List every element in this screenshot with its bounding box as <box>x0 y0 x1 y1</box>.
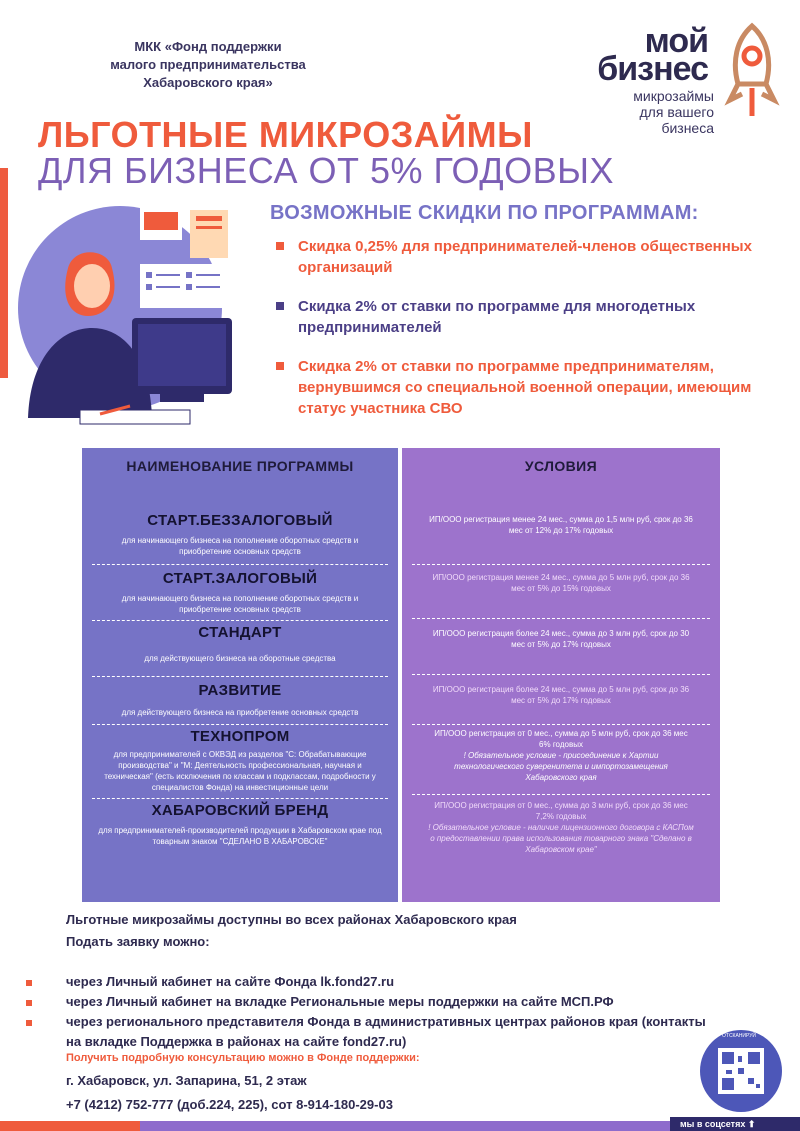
channel-item <box>22 992 712 1012</box>
title-line-2: ДЛЯ БИЗНЕСА ОТ 5% ГОДОВЫХ <box>38 150 614 191</box>
square-bullet-icon <box>26 1000 32 1006</box>
row-separator <box>412 674 710 675</box>
consultation-heading: Получить подробную консультацию можно в Фонде поддержки: <box>66 1052 420 1064</box>
application-info <box>66 910 686 952</box>
program-row <box>82 512 398 557</box>
logo-word-2: бизнес <box>597 50 708 88</box>
conditions-column-header: УСЛОВИЯ <box>524 458 598 474</box>
square-bullet-icon <box>26 1020 32 1026</box>
channel-text: через Личный кабинет на сайте Фонда lk.fond27.ru <box>66 974 395 989</box>
discount-item <box>276 236 786 278</box>
row-separator <box>412 564 710 565</box>
condition-text: ИП/ООО регистрация более 24 мес., сумма до 5 млн руб, срок до 36 мес от 5% до 17% годовых <box>432 685 690 705</box>
org-line-1: МКК «Фонд поддержки <box>134 39 282 54</box>
program-row <box>82 682 398 718</box>
program-row <box>82 624 398 664</box>
discount-text: Скидка 2% от ставки по программе для многодетных предпринимателей <box>298 298 696 336</box>
logo-sub-line-2: для вашего бизнеса <box>639 104 714 136</box>
row-separator <box>92 676 388 677</box>
rocket-icon <box>724 22 780 120</box>
condition-note: ! Обязательное условие - наличие лицензионного договора с КАСПом о предоставлении права использования товарного знака "Сделано в Хабаровском крае" <box>428 823 694 854</box>
condition-cell <box>402 684 720 706</box>
discounts-list <box>276 236 786 437</box>
footer-strip <box>0 1117 800 1131</box>
row-separator <box>412 724 710 725</box>
discount-text: Скидка 2% от ставки по программе предпринимателям, вернувшимся со специальной военной операции, имеющим статус участника СВО <box>298 358 752 417</box>
apply-heading: Подать заявку можно: <box>66 934 210 949</box>
program-description: для предпринимателей с ОКВЭД из разделов "С: Обрабатывающие производства" и "М: Деятельность профессиональная, научная и техническая" (есть исключения по классам и подклассам, подробности у специалистов Фонда) на инвестиционные цели <box>104 750 376 792</box>
condition-cell <box>402 728 720 783</box>
moy-biznes-logo <box>590 22 780 136</box>
title-line-1: ЛЬГОТНЫЕ МИКРОЗАЙМЫ <box>38 114 533 155</box>
program-description: для начинающего бизнеса на пополнение оборотных средств и приобретение основных средств <box>121 536 359 556</box>
org-line-3: Хабаровского края» <box>143 75 273 90</box>
condition-text: ИП/ООО регистрация менее 24 мес., сумма до 1,5 млн руб, срок до 36 мес от 12% до 17% годовых <box>429 515 693 535</box>
square-bullet-icon <box>276 362 284 370</box>
program-name: РАЗВИТИЕ <box>198 682 282 699</box>
program-name: СТАНДАРТ <box>198 624 282 641</box>
condition-text: ИП/ООО регистрация от 0 мес., сумма до 3 млн руб, срок до 36 мес 7,2% годовых <box>434 801 688 821</box>
logo-word-1: мой <box>644 22 708 60</box>
row-separator <box>92 724 388 725</box>
channel-text: через Личный кабинет на вкладке Региональные меры поддержки на сайте МСП.РФ <box>66 994 614 1009</box>
program-row <box>82 802 398 847</box>
phone-numbers: +7 (4212) 752-777 (доб.224, 225), сот 8-914-180-29-03 <box>66 1097 393 1112</box>
row-separator <box>92 620 388 621</box>
condition-cell <box>402 514 720 536</box>
woman-at-computer-illustration <box>10 198 270 438</box>
availability-text: Льготные микрозаймы доступны во всех районах Хабаровского края <box>66 912 517 927</box>
condition-note: ! Обязательное условие - присоединение к Хартии технологического суверенитета и импортозамещения Хабаровского края <box>454 751 668 782</box>
square-bullet-icon <box>276 242 284 250</box>
condition-cell <box>402 572 720 594</box>
programs-column <box>82 448 398 902</box>
logo-subtitle <box>590 88 714 136</box>
program-row <box>82 728 398 793</box>
condition-cell <box>402 800 720 855</box>
left-accent-bar <box>0 168 8 378</box>
application-channels-list <box>22 972 712 1052</box>
row-separator <box>92 564 388 565</box>
program-name: ТЕХНОПРОМ <box>190 728 290 745</box>
condition-text: ИП/ООО регистрация от 0 мес., сумма до 5 млн руб, срок до 36 мес 6% годовых <box>434 729 688 749</box>
social-text: мы в соцсетях <box>680 1119 746 1129</box>
program-name: ХАБАРОВСКИЙ БРЕНД <box>151 802 329 819</box>
condition-cell <box>402 628 720 650</box>
row-separator <box>412 794 710 795</box>
row-separator <box>412 618 710 619</box>
arrow-up-icon: ⬆ <box>747 1119 756 1129</box>
program-row <box>82 570 398 615</box>
program-name: СТАРТ.ЗАЛОГОВЫЙ <box>162 570 318 587</box>
program-description: для действующего бизнеса на оборотные средства <box>144 654 336 663</box>
program-description: для действующего бизнеса на приобретение основных средств <box>121 708 359 717</box>
qr-label: ОТСКАНИРУЙ <box>722 1033 757 1039</box>
program-description: для предпринимателей-производителей продукции в Хабаровском крае под товарным знаком "СДЕЛАНО В ХАБАРОВСКЕ" <box>98 826 382 846</box>
qr-pattern-icon <box>700 1030 782 1112</box>
channel-item <box>22 972 712 992</box>
row-separator <box>92 798 388 799</box>
program-description: для начинающего бизнеса на пополнение оборотных средств и приобретение основных средств <box>121 594 359 614</box>
organization-name <box>78 38 338 92</box>
org-line-2: малого предпринимательства <box>110 57 306 72</box>
discounts-heading: ВОЗМОЖНЫЕ СКИДКИ ПО ПРОГРАММАМ: <box>270 202 699 224</box>
footer-red-segment <box>0 1121 140 1131</box>
square-bullet-icon <box>276 302 284 310</box>
square-bullet-icon <box>26 980 32 986</box>
discount-item <box>276 296 786 338</box>
program-name: СТАРТ.БЕЗЗАЛОГОВЫЙ <box>147 512 333 529</box>
programs-column-header: НАИМЕНОВАНИЕ ПРОГРАММЫ <box>126 458 354 474</box>
footer-violet-segment <box>140 1121 670 1131</box>
discount-text: Скидка 0,25% для предпринимателей-членов общественных организаций <box>298 238 752 276</box>
qr-code[interactable] <box>700 1030 782 1112</box>
address-text: г. Хабаровск, ул. Запарина, 51, 2 этаж <box>66 1073 307 1088</box>
discount-item <box>276 356 786 419</box>
logo-sub-line-1: микрозаймы <box>633 88 714 104</box>
conditions-column <box>402 448 720 902</box>
condition-text: ИП/ООО регистрация менее 24 мес., сумма до 5 млн руб, срок до 36 мес от 5% до 15% годовых <box>432 573 690 593</box>
channel-text: через регионального представителя Фонда в административных центрах районов края (контакты на вкладке Поддержка в районах на сайте fond27.ru) <box>66 1014 706 1049</box>
social-link[interactable] <box>680 1119 755 1130</box>
channel-item <box>22 1012 712 1052</box>
condition-text: ИП/ООО регистрация более 24 мес., сумма до 3 млн руб, срок до 30 мес от 5% до 17% годовых <box>432 629 690 649</box>
